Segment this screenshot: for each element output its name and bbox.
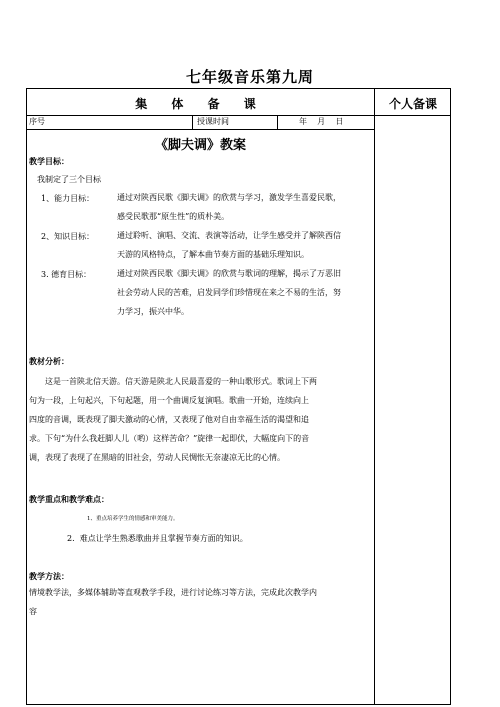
goal-text: 通过对陕西民歌《脚夫调》的欣赏与学习，激发学生喜爱民歌， 感受民歌那“原生性”的质朴美。 [117,193,341,221]
goals-intro: 我制定了三个目标 [37,175,101,184]
lesson-title: 《脚夫调》教案 [154,138,246,153]
personal-prep-header: 个人备课 [388,97,437,111]
goal-text: 通过对陕西民歌《脚夫调》的欣赏与歌词的理解，揭示了万恶旧 社会劳动人民的苦难，启发同学们珍惜现在来之不易的生活，努 力学习，振兴中华。 [117,269,341,316]
meta-cell-divider [277,115,278,129]
teaching-time-label: 授课时间 [197,117,229,126]
methods-heading: 教学方法： [29,571,69,581]
collective-prep-header: 集 体 备 课 [135,97,266,111]
date-label: 年 月 日 [299,117,344,126]
methods-text: 情境教学法，多媒体辅助等直观教学手段，进行讨论练习等方法，完成此次教学内 容 [29,588,317,616]
meta-cell-divider [192,115,193,129]
analysis-heading: 教材分析： [29,356,69,366]
goal-label: 2、知识目标： [41,232,95,241]
goals-heading: 教学目标： [29,156,69,166]
header-divider [27,115,450,116]
key-point: 2. 难点让学生熟悉歌曲并且掌握节奏方面的知识。 [67,534,248,543]
meta-divider [27,129,374,130]
goal-text: 通过聆听、演唱、交流、表演等活动，让学生感受并了解陕西信 天游的风格特点，了解本曲节奏方面的基础乐理知识。 [117,231,341,259]
analysis-text: 这是一首陕北信天游。信天游是陕北人民最喜爱的一种山歌形式。歌词上下两 句为一段，上句起兴，下句起题，用一个曲调反复演唱。歌曲一开始，连续向上 四度的音调，既表现了脚夫激动的心情，又表现了他对自由幸福生活的渴望和追 求。下句“为什么我赶脚人儿（哟）这样苦命？”旋律一起即伏，大幅度向下的音 调，表现了表现了在黑暗的旧社会，劳动人民惆怅无奈凄凉无比的心情。 [29,377,317,462]
key-points-heading: 教学重点和教学难点： [29,494,109,504]
page-title: 七年级音乐第九周 [185,68,314,86]
column-divider [374,89,375,704]
key-point: 1、重点培养学生的情感和审美能力。 [87,516,179,522]
goal-label: 3. 德育目标： [41,270,92,279]
goal-label: 1、能力目标： [41,194,95,203]
seq-label: 序号 [29,117,45,126]
lesson-plan-table [26,88,451,705]
